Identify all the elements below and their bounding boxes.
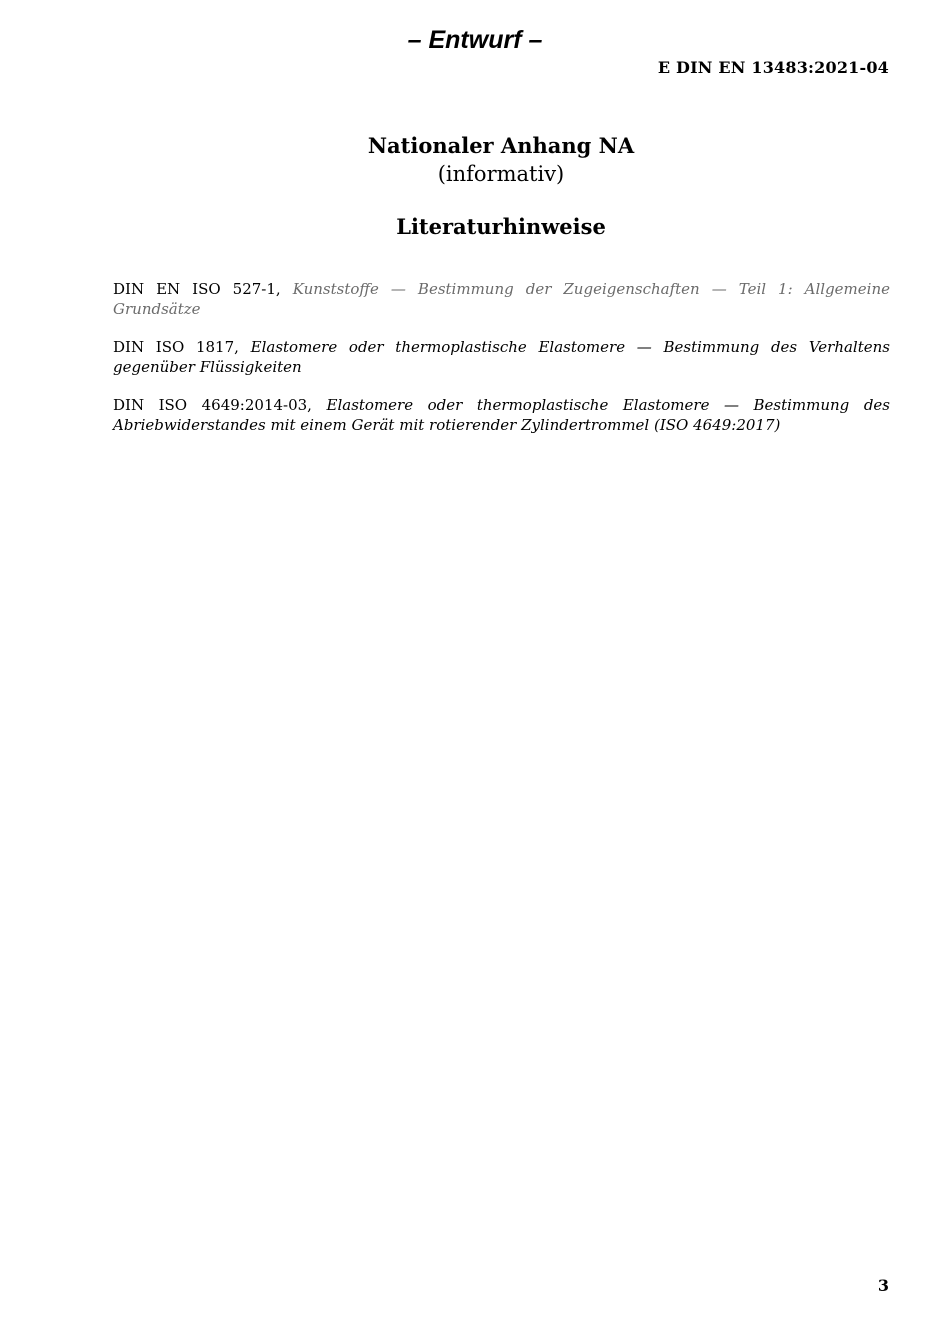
reference-title: Kunststoffe — Bestimmung der Zugeigenschaften — Teil 1: Allgemeine Grundsätze — [113, 280, 890, 318]
reference-designation: DIN ISO 4649:2014-03, — [113, 396, 312, 414]
reference-designation: DIN EN ISO 527-1, — [113, 280, 281, 298]
section-title: Literaturhinweise — [396, 214, 606, 239]
page-number: 3 — [877, 1276, 889, 1295]
draft-label: – Entwurf – — [407, 26, 543, 54]
reference-item — [113, 395, 890, 435]
reference-designation: DIN ISO 1817, — [113, 338, 239, 356]
annex-subtitle: (informativ) — [437, 162, 565, 186]
reference-item — [113, 337, 890, 377]
annex-title: Nationaler Anhang NA — [367, 133, 635, 158]
reference-title: Elastomere oder thermoplastische Elastomere — Bestimmung des Abriebwiderstandes mit einem Gerät mit rotierender Zylindertrommel (ISO 4649:2017) — [113, 396, 890, 434]
document-id: E DIN EN 13483:2021-04 — [657, 58, 889, 77]
reference-list — [113, 279, 890, 453]
reference-item — [113, 279, 890, 319]
reference-title: Elastomere oder thermoplastische Elastomere — Bestimmung des Verhaltens gegenüber Flüssigkeiten — [113, 338, 890, 376]
